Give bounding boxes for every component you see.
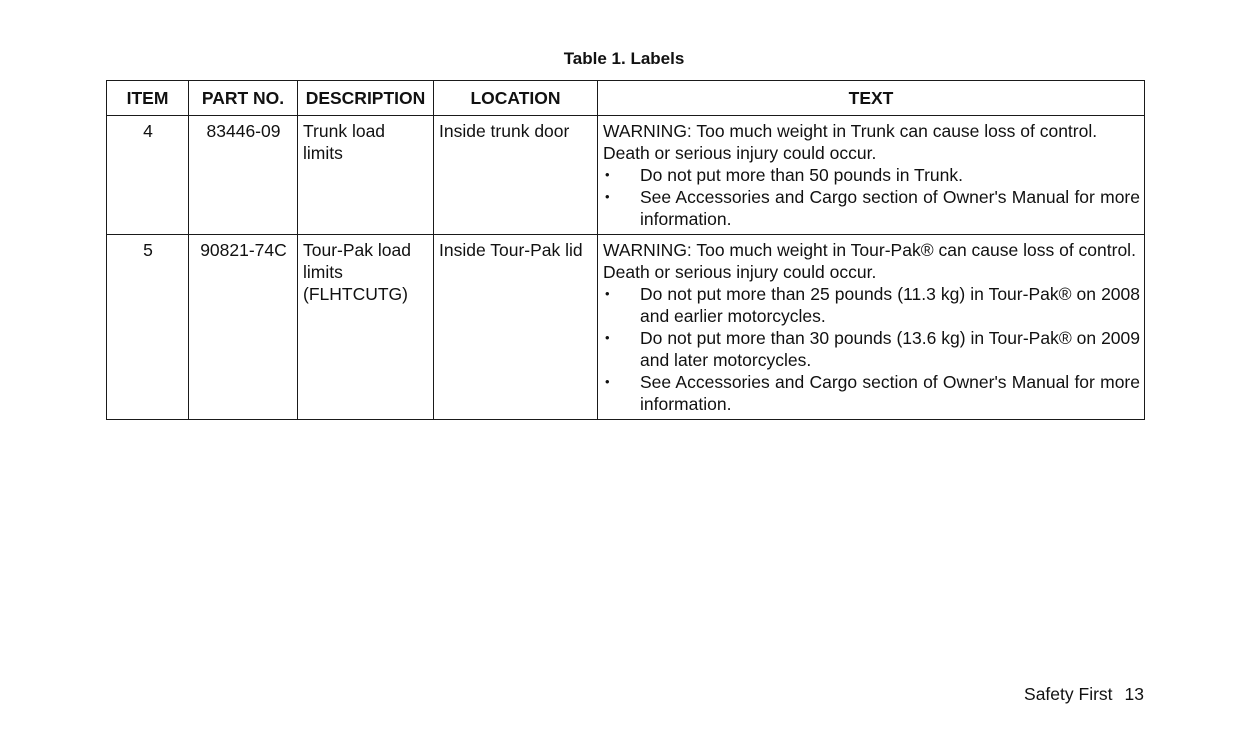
location-cell: Inside trunk door	[434, 116, 598, 235]
header-item: ITEM	[107, 81, 189, 116]
page-footer	[1024, 684, 1144, 705]
table-row	[107, 235, 1145, 420]
text-cell	[598, 235, 1145, 420]
warning-text: WARNING: Too much weight in Trunk can cause loss of control. Death or serious injury could occur.	[603, 121, 1098, 163]
bullet-item: • Do not put more than 30 pounds (13.6 kg) in Tour-Pak® on 2009 and later motorcycles.	[603, 327, 1140, 371]
table-caption: Table 1. Labels	[563, 49, 685, 68]
bullet-item: • See Accessories and Cargo section of Owner's Manual for more information.	[603, 186, 1140, 230]
item-cell: 5	[107, 235, 189, 420]
bullet-item: • See Accessories and Cargo section of Owner's Manual for more information.	[603, 371, 1140, 415]
description-cell: Tour-Pak load limits (FLHTCUTG)	[298, 235, 434, 420]
part-no-cell: 90821-74C	[189, 235, 298, 420]
header-part-no: PART NO.	[189, 81, 298, 116]
footer-section: Safety First	[1024, 684, 1113, 704]
bullet-item: • Do not put more than 25 pounds (11.3 kg) in Tour-Pak® on 2008 and earlier motorcycles.	[603, 283, 1140, 327]
labels-table	[106, 80, 1145, 420]
header-location: LOCATION	[434, 81, 598, 116]
table-row	[107, 116, 1145, 235]
header-text: TEXT	[598, 81, 1145, 116]
header-row	[107, 81, 1145, 116]
description-cell: Trunk load limits	[298, 116, 434, 235]
bullet-list	[603, 164, 1140, 230]
bullet-list	[603, 283, 1140, 415]
header-description: DESCRIPTION	[298, 81, 434, 116]
bullet-item: • Do not put more than 50 pounds in Trunk.	[603, 164, 1140, 186]
location-cell: Inside Tour-Pak lid	[434, 235, 598, 420]
page-number: 13	[1124, 684, 1144, 704]
warning-text: WARNING: Too much weight in Tour-Pak® can cause loss of control. Death or serious injury could occur.	[603, 240, 1136, 282]
text-cell	[598, 116, 1145, 235]
part-no-cell: 83446-09	[189, 116, 298, 235]
item-cell: 4	[107, 116, 189, 235]
